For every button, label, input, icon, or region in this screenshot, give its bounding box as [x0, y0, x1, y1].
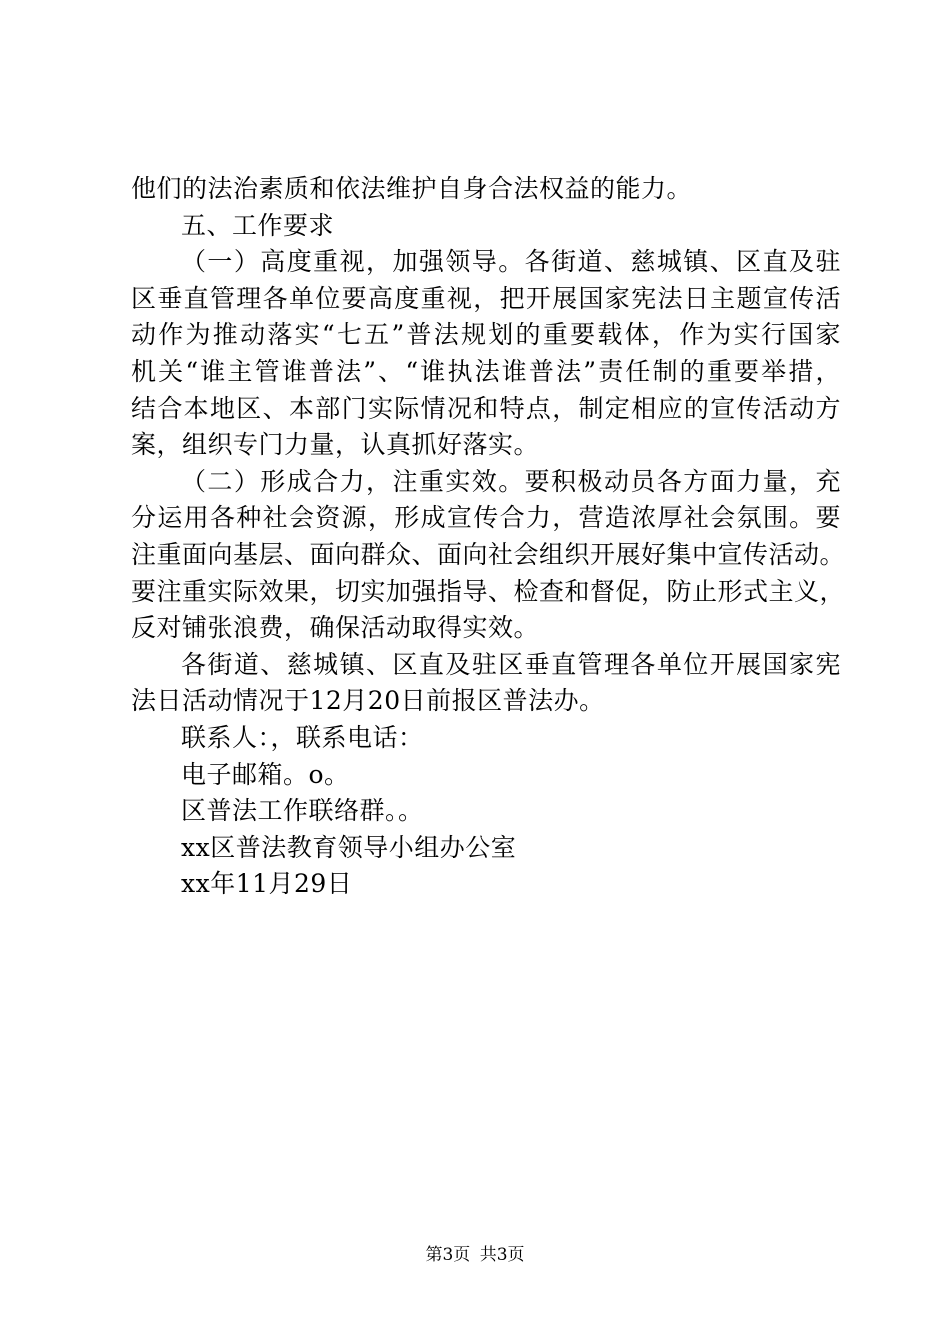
text-line: 要注重实际效果，切实加强指导、检查和督促，防止形式主义，: [131, 576, 846, 606]
text-line: （一）高度重视，加强领导。各街道、慈城镇、区直及驻: [181, 247, 841, 277]
text-line: 注重面向基层、面向群众、面向社会组织开展好集中宣传活动。: [131, 539, 846, 569]
page-total: 共3页: [479, 1245, 525, 1265]
text-line: 结合本地区、本部门实际情况和特点，制定相应的宣传活动方: [131, 393, 841, 423]
text-line: 法日活动情况于12月20日前报区普法办。: [131, 686, 605, 716]
text-line: 动作为推动落实“七五”普法规划的重要载体，作为实行国家: [131, 320, 841, 350]
text-line: 案，组织专门力量，认真抓好落实。: [131, 430, 540, 460]
page-number: 第3页: [425, 1245, 471, 1265]
text-line: 分运用各种社会资源，形成宣传合力，营造浓厚社会氛围。要: [131, 503, 841, 533]
section-heading: 五、工作要求: [181, 210, 335, 240]
text-line: 机关“谁主管谁普法”、“谁执法谁普法”责任制的重要举措，: [131, 356, 841, 386]
date-line: xx年11月29日: [181, 869, 353, 899]
text-line: 他们的法治素质和依法维护自身合法权益的能力。: [131, 174, 693, 203]
text-line: 各街道、慈城镇、区直及驻区垂直管理各单位开展国家宪: [181, 649, 841, 679]
text-line: 反对铺张浪费，确保活动取得实效。: [131, 613, 540, 643]
contact-person-line: 联系人：，联系电话：: [181, 722, 424, 752]
text-line: 区垂直管理各单位要高度重视，把开展国家宪法日主题宣传活: [131, 283, 841, 313]
issuer-line: xx区普法教育领导小组办公室: [181, 832, 517, 862]
contact-group-line: 区普法工作联络群。。: [181, 796, 424, 826]
text-line: （二）形成合力，注重实效。要积极动员各方面力量，充: [181, 466, 841, 496]
document-body: [131, 171, 846, 903]
page-footer: [0, 1244, 950, 1266]
email-line: 电子邮箱。o。: [181, 759, 350, 789]
